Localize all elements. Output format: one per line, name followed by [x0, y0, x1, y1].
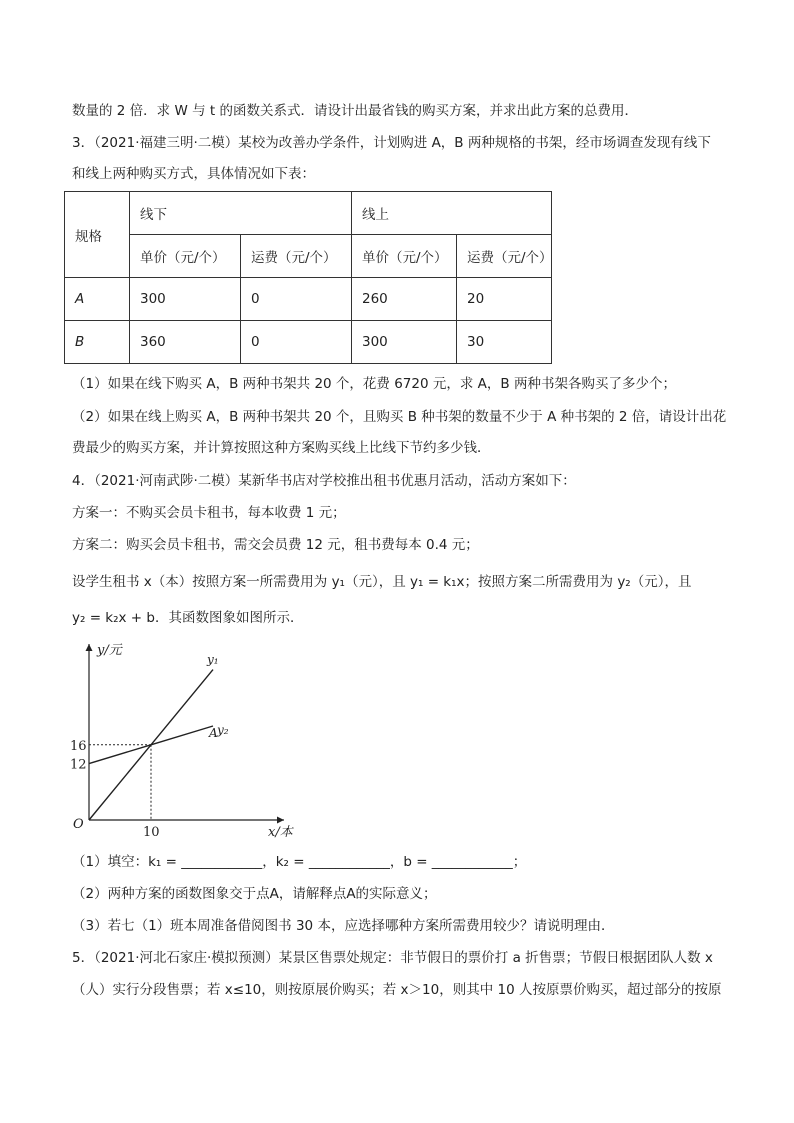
table-row [65, 321, 552, 364]
problem-4-part-1: （1）填空：k₁ = ____________，k₂ = ____________，b = ____________； [72, 854, 527, 870]
row-b-offline-price: 360 [130, 321, 241, 364]
plan-one: 方案一：不购买会员卡租书，每本收费 1 元； [72, 505, 346, 521]
table-sub-online-price: 单价（元/个） [352, 235, 457, 278]
origin-label: O [73, 817, 84, 832]
problem-3-part-2: （2）如果在线上购买 A，B 两种书架共 20 个，且购买 B 种书架的数量不少于 A 种书架的 2 倍，请设计出花 [72, 409, 727, 425]
x-tick-label: 10 [143, 825, 160, 840]
problem-3-intro: 3．（2021·福建三明·二模）某校为改善办学条件，计划购进 A，B 两种规格的书架，经市场调查发现有线下 [72, 135, 711, 151]
table-header-online: 线上 [352, 192, 552, 235]
series-label-y2: y₂ [217, 723, 229, 737]
table-sub-offline-price: 单价（元/个） [130, 235, 241, 278]
row-b-name: B [65, 321, 130, 364]
table-row [65, 278, 552, 321]
row-a-offline-price: 300 [130, 278, 241, 321]
y-axis-label: y/元 [97, 643, 122, 658]
table-sub-offline-freight: 运费（元/个） [241, 235, 352, 278]
problem-4-setup: 设学生租书 x（本）按照方案一所需费用为 y₁（元），且 y₁ = k₁x；按照方案二所需费用为 y₂（元），且 [72, 574, 692, 590]
problem-3-part-2-cont: 费最少的购买方案，并计算按照这种方案购买线上比线下节约多少钱． [72, 440, 491, 456]
row-a-online-freight: 20 [457, 278, 552, 321]
y-tick-label: 16 [70, 738, 87, 754]
function-graph [66, 636, 326, 842]
y-tick-label: 12 [70, 757, 87, 773]
row-a-offline-freight: 0 [241, 278, 352, 321]
row-a-online-price: 260 [352, 278, 457, 321]
problem-4-part-3: （3）若七（1）班本周准备借阅图书 30 本，应选择哪种方案所需费用较少？请说明理由． [72, 918, 615, 934]
text-line-1: 数量的 2 倍．求 W 与 t 的函数关系式．请设计出最省钱的购买方案，并求出此方案的总费用． [72, 103, 638, 119]
table-header-offline: 线下 [130, 192, 352, 235]
problem-4-setup-cont: y₂ = k₂x + b．其函数图象如图所示． [72, 610, 304, 626]
row-a-name: A [65, 278, 130, 321]
plan-two: 方案二：购买会员卡租书，需交会员费 12 元，租书费每本 0.4 元； [72, 537, 479, 553]
table-header-spec: 规格 [65, 192, 130, 278]
problem-5-intro-cont: （人）实行分段售票；若 x≤10，则按原展价购买；若 x＞10，则其中 10 人按原票价购买，超过部分的按原 [72, 982, 722, 998]
table-sub-online-freight: 运费（元/个） [457, 235, 552, 278]
intersection-label: A [209, 725, 218, 740]
bookshelf-price-table [64, 191, 552, 364]
row-b-offline-freight: 0 [241, 321, 352, 364]
series-label-y1: y₁ [207, 652, 219, 667]
problem-5-intro: 5．（2021·河北石家庄·模拟预测）某景区售票处规定：非节假日的票价打 a 折售票；节假日根据团队人数 x [72, 950, 713, 966]
problem-4-intro: 4．（2021·河南武陟·二模）某新华书店对学校推出租书优惠月活动，活动方案如下： [72, 473, 576, 489]
problem-3-intro-cont: 和线上两种购买方式，具体情况如下表： [72, 166, 315, 182]
problem-3-part-1: （1）如果在线下购买 A，B 两种书架共 20 个，花费 6720 元，求 A，B 两种书架各购买了多少个； [72, 376, 676, 392]
row-b-online-price: 300 [352, 321, 457, 364]
problem-4-part-2: （2）两种方案的函数图象交于点A，请解释点A的实际意义； [72, 886, 437, 902]
x-axis-label: x/本 [268, 825, 293, 840]
row-b-online-freight: 30 [457, 321, 552, 364]
